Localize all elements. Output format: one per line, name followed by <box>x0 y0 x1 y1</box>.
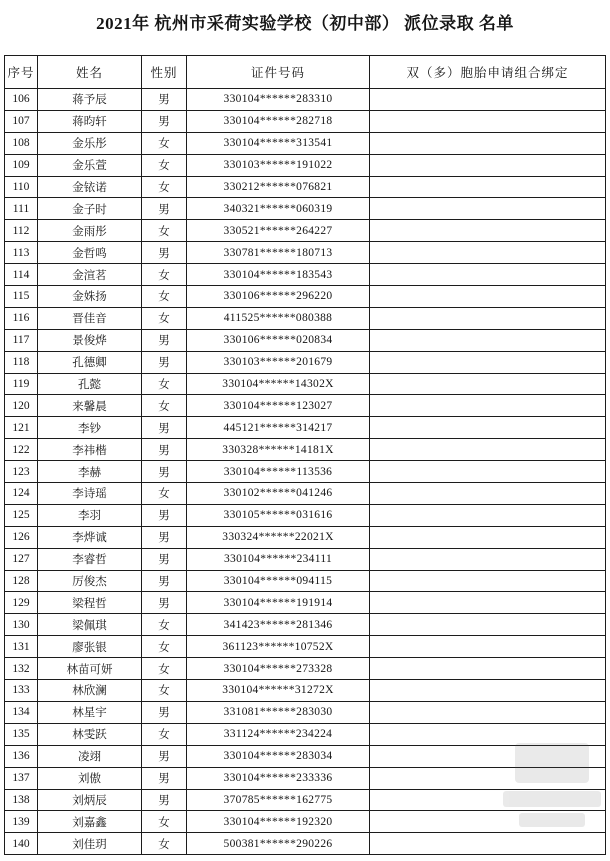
cell-binding <box>370 526 606 548</box>
cell-no: 111 <box>5 198 38 220</box>
cell-name: 厉俊杰 <box>38 570 142 592</box>
cell-binding <box>370 789 606 811</box>
admission-table <box>4 55 606 855</box>
cell-binding <box>370 548 606 570</box>
header-cell-4: 双（多）胞胎申请组合绑定 <box>370 56 606 89</box>
cell-gender: 男 <box>142 592 187 614</box>
cell-id: 330104******113536 <box>187 461 370 483</box>
cell-id: 330104******313541 <box>187 132 370 154</box>
cell-binding <box>370 220 606 242</box>
cell-binding <box>370 614 606 636</box>
cell-gender: 女 <box>142 176 187 198</box>
cell-id: 330104******282718 <box>187 110 370 132</box>
table-row <box>5 154 606 176</box>
table-row <box>5 286 606 308</box>
cell-no: 112 <box>5 220 38 242</box>
table-row <box>5 723 606 745</box>
cell-binding <box>370 636 606 658</box>
cell-id: 330104******283034 <box>187 745 370 767</box>
cell-no: 137 <box>5 767 38 789</box>
cell-binding <box>370 329 606 351</box>
cell-id: 330104******31272X <box>187 680 370 702</box>
cell-name: 李祎楷 <box>38 439 142 461</box>
table-row <box>5 570 606 592</box>
cell-no: 128 <box>5 570 38 592</box>
cell-binding <box>370 483 606 505</box>
cell-gender: 男 <box>142 439 187 461</box>
cell-no: 133 <box>5 680 38 702</box>
cell-gender: 男 <box>142 198 187 220</box>
cell-id: 330104******234111 <box>187 548 370 570</box>
cell-binding <box>370 110 606 132</box>
cell-binding <box>370 833 606 855</box>
cell-gender: 女 <box>142 614 187 636</box>
cell-binding <box>370 745 606 767</box>
cell-id: 330104******233336 <box>187 767 370 789</box>
cell-name: 刘傲 <box>38 767 142 789</box>
cell-binding <box>370 307 606 329</box>
header-row <box>5 56 606 89</box>
cell-binding <box>370 264 606 286</box>
cell-gender: 男 <box>142 767 187 789</box>
cell-name: 刘炳辰 <box>38 789 142 811</box>
cell-gender: 男 <box>142 417 187 439</box>
cell-name: 梁程哲 <box>38 592 142 614</box>
cell-id: 330104******192320 <box>187 811 370 833</box>
cell-name: 李钞 <box>38 417 142 439</box>
cell-gender: 女 <box>142 264 187 286</box>
table-row <box>5 110 606 132</box>
cell-no: 129 <box>5 592 38 614</box>
cell-gender: 男 <box>142 504 187 526</box>
cell-id: 330106******296220 <box>187 286 370 308</box>
cell-no: 136 <box>5 745 38 767</box>
cell-no: 140 <box>5 833 38 855</box>
cell-gender: 男 <box>142 745 187 767</box>
cell-id: 330104******191914 <box>187 592 370 614</box>
table-row <box>5 680 606 702</box>
cell-name: 蒋昀轩 <box>38 110 142 132</box>
cell-gender: 女 <box>142 286 187 308</box>
cell-no: 127 <box>5 548 38 570</box>
cell-binding <box>370 592 606 614</box>
cell-name: 蒋予辰 <box>38 89 142 111</box>
cell-binding <box>370 373 606 395</box>
table-row <box>5 176 606 198</box>
table-row <box>5 220 606 242</box>
cell-no: 115 <box>5 286 38 308</box>
cell-id: 330104******283310 <box>187 89 370 111</box>
cell-name: 来馨晨 <box>38 395 142 417</box>
cell-name: 金乐彤 <box>38 132 142 154</box>
cell-gender: 男 <box>142 548 187 570</box>
cell-id: 330105******031616 <box>187 504 370 526</box>
cell-name: 金乐萱 <box>38 154 142 176</box>
cell-name: 金渲茗 <box>38 264 142 286</box>
cell-id: 341423******281346 <box>187 614 370 636</box>
cell-no: 138 <box>5 789 38 811</box>
cell-name: 晋佳音 <box>38 307 142 329</box>
cell-binding <box>370 176 606 198</box>
table-row <box>5 395 606 417</box>
cell-no: 131 <box>5 636 38 658</box>
cell-id: 330104******273328 <box>187 658 370 680</box>
cell-name: 金子时 <box>38 198 142 220</box>
cell-name: 李睿哲 <box>38 548 142 570</box>
cell-no: 113 <box>5 242 38 264</box>
cell-no: 139 <box>5 811 38 833</box>
table-row <box>5 132 606 154</box>
cell-binding <box>370 242 606 264</box>
cell-name: 李诗瑶 <box>38 483 142 505</box>
cell-id: 330104******183543 <box>187 264 370 286</box>
cell-no: 122 <box>5 439 38 461</box>
table-body <box>5 89 606 855</box>
table-row <box>5 504 606 526</box>
cell-no: 107 <box>5 110 38 132</box>
table-row <box>5 789 606 811</box>
cell-binding <box>370 461 606 483</box>
table-row <box>5 636 606 658</box>
cell-id: 330103******201679 <box>187 351 370 373</box>
cell-no: 118 <box>5 351 38 373</box>
cell-binding <box>370 658 606 680</box>
cell-name: 金哲鸣 <box>38 242 142 264</box>
cell-gender: 女 <box>142 680 187 702</box>
cell-gender: 女 <box>142 833 187 855</box>
cell-id: 330328******14181X <box>187 439 370 461</box>
table-row <box>5 658 606 680</box>
cell-binding <box>370 723 606 745</box>
table-row <box>5 767 606 789</box>
cell-binding <box>370 132 606 154</box>
cell-gender: 男 <box>142 351 187 373</box>
cell-id: 330104******123027 <box>187 395 370 417</box>
cell-id: 370785******162775 <box>187 789 370 811</box>
table-row <box>5 811 606 833</box>
cell-binding <box>370 570 606 592</box>
cell-id: 330521******264227 <box>187 220 370 242</box>
table-row <box>5 483 606 505</box>
table-row <box>5 548 606 570</box>
cell-id: 411525******080388 <box>187 307 370 329</box>
cell-no: 117 <box>5 329 38 351</box>
cell-gender: 女 <box>142 658 187 680</box>
cell-id: 330104******094115 <box>187 570 370 592</box>
cell-gender: 男 <box>142 461 187 483</box>
cell-binding <box>370 198 606 220</box>
cell-no: 134 <box>5 701 38 723</box>
cell-binding <box>370 154 606 176</box>
cell-binding <box>370 351 606 373</box>
cell-binding <box>370 89 606 111</box>
cell-binding <box>370 811 606 833</box>
cell-no: 116 <box>5 307 38 329</box>
cell-no: 108 <box>5 132 38 154</box>
cell-gender: 女 <box>142 220 187 242</box>
table-row <box>5 307 606 329</box>
cell-no: 120 <box>5 395 38 417</box>
cell-binding <box>370 504 606 526</box>
cell-gender: 女 <box>142 483 187 505</box>
cell-no: 124 <box>5 483 38 505</box>
cell-no: 114 <box>5 264 38 286</box>
cell-gender: 男 <box>142 701 187 723</box>
table-row <box>5 264 606 286</box>
cell-gender: 男 <box>142 110 187 132</box>
table-row <box>5 329 606 351</box>
header-cell-3: 证件号码 <box>187 56 370 89</box>
cell-gender: 男 <box>142 789 187 811</box>
table-row <box>5 701 606 723</box>
cell-name: 景俊烨 <box>38 329 142 351</box>
cell-id: 361123******10752X <box>187 636 370 658</box>
table-row <box>5 833 606 855</box>
table-row <box>5 526 606 548</box>
cell-gender: 女 <box>142 307 187 329</box>
cell-id: 330106******020834 <box>187 329 370 351</box>
header-cell-1: 姓名 <box>38 56 142 89</box>
cell-gender: 女 <box>142 395 187 417</box>
cell-gender: 男 <box>142 570 187 592</box>
table-row <box>5 614 606 636</box>
table-row <box>5 417 606 439</box>
cell-id: 330104******14302X <box>187 373 370 395</box>
cell-no: 110 <box>5 176 38 198</box>
cell-no: 121 <box>5 417 38 439</box>
cell-name: 刘佳玥 <box>38 833 142 855</box>
cell-binding <box>370 417 606 439</box>
cell-no: 123 <box>5 461 38 483</box>
table-row <box>5 745 606 767</box>
cell-name: 李烨诚 <box>38 526 142 548</box>
cell-binding <box>370 395 606 417</box>
cell-binding <box>370 767 606 789</box>
cell-id: 330781******180713 <box>187 242 370 264</box>
cell-id: 330324******22021X <box>187 526 370 548</box>
cell-id: 331124******234224 <box>187 723 370 745</box>
table-row <box>5 461 606 483</box>
table-row <box>5 198 606 220</box>
table-row <box>5 242 606 264</box>
header-cell-2: 性别 <box>142 56 187 89</box>
cell-binding <box>370 701 606 723</box>
cell-name: 金姝扬 <box>38 286 142 308</box>
cell-binding <box>370 286 606 308</box>
cell-no: 132 <box>5 658 38 680</box>
cell-gender: 男 <box>142 329 187 351</box>
cell-gender: 男 <box>142 242 187 264</box>
table-row <box>5 351 606 373</box>
cell-no: 126 <box>5 526 38 548</box>
cell-name: 李羽 <box>38 504 142 526</box>
cell-name: 金雨彤 <box>38 220 142 242</box>
table-row <box>5 592 606 614</box>
cell-id: 331081******283030 <box>187 701 370 723</box>
cell-name: 林星宇 <box>38 701 142 723</box>
page-title: 2021年 杭州市采荷实验学校（初中部） 派位录取 名单 <box>96 14 514 33</box>
cell-no: 109 <box>5 154 38 176</box>
cell-gender: 女 <box>142 811 187 833</box>
table-row <box>5 439 606 461</box>
cell-no: 135 <box>5 723 38 745</box>
cell-name: 梁佩琪 <box>38 614 142 636</box>
cell-no: 119 <box>5 373 38 395</box>
header-cell-0: 序号 <box>5 56 38 89</box>
cell-name: 林雯跃 <box>38 723 142 745</box>
cell-id: 340321******060319 <box>187 198 370 220</box>
cell-no: 106 <box>5 89 38 111</box>
cell-gender: 男 <box>142 89 187 111</box>
cell-gender: 女 <box>142 636 187 658</box>
cell-no: 125 <box>5 504 38 526</box>
cell-gender: 女 <box>142 373 187 395</box>
cell-id: 330103******191022 <box>187 154 370 176</box>
cell-name: 孔懿 <box>38 373 142 395</box>
cell-no: 130 <box>5 614 38 636</box>
cell-id: 500381******290226 <box>187 833 370 855</box>
cell-id: 330102******041246 <box>187 483 370 505</box>
cell-binding <box>370 439 606 461</box>
cell-gender: 女 <box>142 132 187 154</box>
cell-id: 330212******076821 <box>187 176 370 198</box>
cell-name: 凌翊 <box>38 745 142 767</box>
cell-binding <box>370 680 606 702</box>
cell-id: 445121******314217 <box>187 417 370 439</box>
cell-gender: 女 <box>142 723 187 745</box>
cell-gender: 男 <box>142 526 187 548</box>
cell-name: 孔德卿 <box>38 351 142 373</box>
cell-name: 林苗可妍 <box>38 658 142 680</box>
cell-gender: 女 <box>142 154 187 176</box>
cell-name: 金铱诺 <box>38 176 142 198</box>
cell-name: 林欣澜 <box>38 680 142 702</box>
cell-name: 刘嘉鑫 <box>38 811 142 833</box>
cell-name: 廖张银 <box>38 636 142 658</box>
table-row <box>5 89 606 111</box>
cell-name: 李赫 <box>38 461 142 483</box>
table-row <box>5 373 606 395</box>
